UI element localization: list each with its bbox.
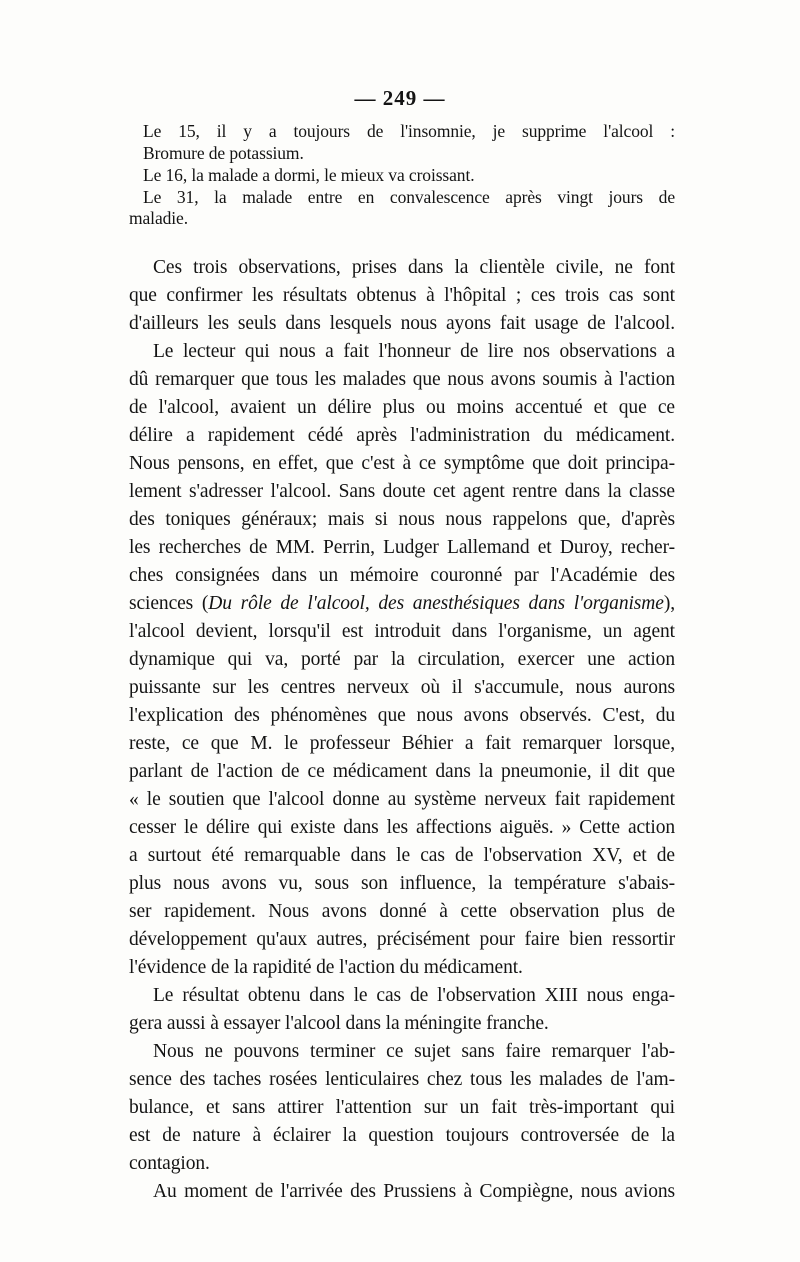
body-text-line: d'ailleurs les seuls dans lesquels nous ayons fait usage de l'alcool.: [129, 313, 675, 334]
body-text-segment: ),: [663, 593, 675, 614]
body-text-line: puissante sur les centres nerveux où il s'accumule, nous aurons: [129, 677, 675, 698]
case-note-line: Bromure de potassium.: [143, 143, 304, 163]
body-text-line: plus nous avons vu, sous son influence, la température s'abais-: [129, 873, 675, 894]
body-text-line: bulance, et sans attirer l'attention sur un fait très-important qui: [129, 1097, 675, 1118]
body-text-line: reste, ce que M. le professeur Béhier a fait remarquer lorsque,: [129, 733, 675, 754]
body-text-line: Nous ne pouvons terminer ce sujet sans faire remarquer l'ab-: [153, 1041, 675, 1062]
body-text-line: « le soutien que l'alcool donne au système nerveux fait rapidement: [129, 789, 675, 810]
body-text-line: l'explication des phénomènes que nous avons observés. C'est, du: [129, 705, 675, 726]
body-text-line: Au moment de l'arrivée des Prussiens à Compiègne, nous avions: [153, 1181, 675, 1202]
body-text-line: délire a rapidement cédé après l'administration du médicament.: [129, 425, 675, 446]
body-text-line: cesser le délire qui existe dans les affections aiguës. » Cette action: [129, 817, 675, 838]
body-text-line: que confirmer les résultats obtenus à l'hôpital ; ces trois cas sont: [129, 285, 675, 306]
body-text-line: les recherches de MM. Perrin, Ludger Lallemand et Duroy, recher-: [129, 537, 675, 558]
page-number: — 249 —: [354, 86, 446, 110]
body-text-line: parlant de l'action de ce médicament dans la pneumonie, il dit que: [129, 761, 675, 782]
body-text-line: développement qu'aux autres, précisément pour faire bien ressortir: [129, 929, 675, 950]
body-text-line: Nous pensons, en effet, que c'est à ce symptôme que doit principa-: [129, 453, 675, 474]
body-text-line: ser rapidement. Nous avons donné à cette observation plus de: [129, 901, 675, 922]
body-text-line: l'alcool devient, lorsqu'il est introduit dans l'organisme, un agent: [129, 621, 675, 642]
case-note-line: Le 16, la malade a dormi, le mieux va croissant.: [143, 165, 475, 185]
body-text-line: des toniques généraux; mais si nous nous rappelons que, d'après: [129, 509, 675, 530]
body-text-line: a surtout été remarquable dans le cas de l'observation XV, et de: [129, 845, 675, 866]
body-text-segment: sciences (: [129, 593, 209, 614]
body-text-line: Le lecteur qui nous a fait l'honneur de lire nos observations a: [153, 341, 675, 362]
body-text-line: ches consignées dans un mémoire couronné par l'Académie des: [129, 565, 675, 586]
body-text-line: lement s'adresser l'alcool. Sans doute cet agent rentre dans la classe: [129, 481, 675, 502]
case-note-line: Le 31, la malade entre en convalescence après vingt jours de: [143, 187, 675, 207]
body-text-line: Le résultat obtenu dans le cas de l'observation XIII nous enga-: [153, 985, 675, 1006]
body-text-line: de l'alcool, avaient un délire plus ou moins accentué et que ce: [129, 397, 675, 418]
body-text-line: contagion.: [129, 1153, 210, 1174]
body-text-line: est de nature à éclairer la question toujours controversée de la: [129, 1125, 675, 1146]
memoir-title: Du rôle de l'alcool, des anesthésiques dans l'organisme: [208, 593, 664, 614]
body-text-line: Ces trois observations, prises dans la clientèle civile, ne font: [153, 257, 675, 278]
body-text-line: gera aussi à essayer l'alcool dans la méningite franche.: [129, 1013, 549, 1034]
body-text-line: dynamique qui va, porté par la circulation, exercer une action: [129, 649, 675, 670]
body-text-line: l'évidence de la rapidité de l'action du médicament.: [129, 957, 523, 978]
case-note-line: Le 15, il y a toujours de l'insomnie, je supprime l'alcool :: [143, 121, 675, 141]
case-note-line: maladie.: [129, 208, 188, 228]
body-text-line: dû remarquer que tous les malades que nous avons soumis à l'action: [129, 369, 675, 390]
body-text-line: sence des taches rosées lenticulaires chez tous les malades de l'am-: [129, 1069, 675, 1090]
body-text-line: [129, 593, 675, 615]
